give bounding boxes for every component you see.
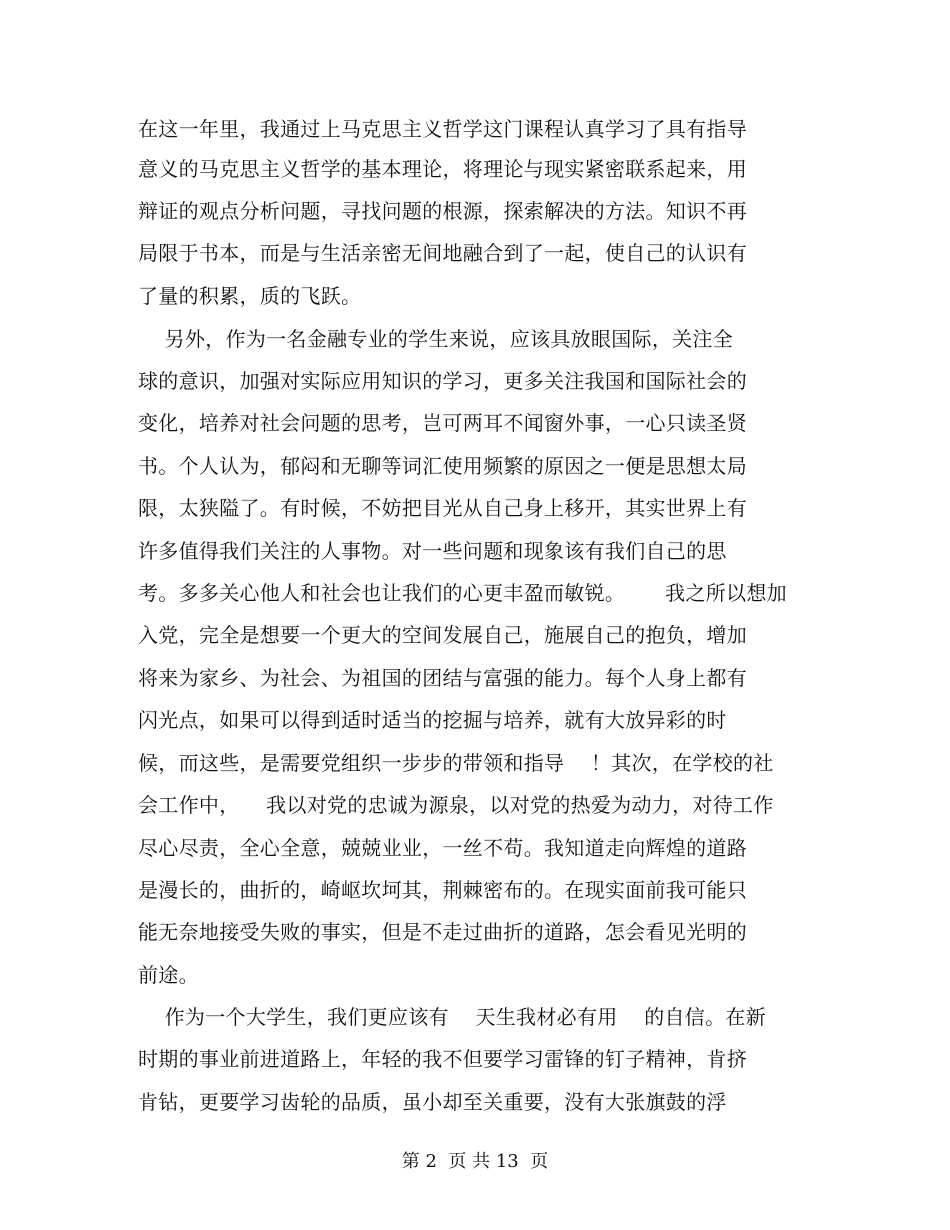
text-line: 入党，完全是想要一个更大的空间发展自己，施展自己的抱负，增加 — [138, 623, 747, 647]
text-line: 另外，作为一名金融专业的学生来说，应该具放眼国际，关注全 — [138, 327, 734, 351]
text-line: 会工作中， 我以对党的忠诚为源泉，以对党的热爱为动力，对待工作 — [138, 793, 774, 817]
text-line: 许多值得我们关注的人事物。对一些问题和现象该有我们自己的思 — [138, 539, 727, 563]
text-line: 闪光点，如果可以得到适时适当的挖掘与培养，就有大放异彩的时 — [138, 708, 727, 732]
text-line: 限，太狭隘了。有时候，不妨把目光从自己身上移开，其实世界上有 — [138, 496, 747, 520]
page-number-footer: 第 2 页 共 13 页 — [401, 1151, 549, 1172]
text-line: 是漫长的，曲折的，崎岖坎坷其，荆棘密布的。在现实面前我可能只 — [138, 878, 747, 902]
text-line: 球的意识，加强对实际应用知识的学习，更多关注我国和国际社会的 — [138, 369, 747, 393]
text-line: 变化，培养对社会问题的思考，岂可两耳不闻窗外事，一心只读圣贤 — [138, 411, 747, 435]
text-line: 将来为家乡、为社会、为祖国的团结与富强的能力。每个人身上都有 — [138, 666, 747, 690]
text-line: 时期的事业前进道路上，年轻的我不但要学习雷锋的钉子精神，肯挤 — [138, 1047, 747, 1071]
text-line: 作为一个大学生，我们更应该有 天生我材必有用 的自信。在新 — [138, 1005, 766, 1029]
text-line: 尽心尽责，全心全意，兢兢业业，一丝不苟。我知道走向辉煌的道路 — [138, 836, 747, 860]
text-line: 辩证的观点分析问题，寻找问题的根源，探索解决的方法。知识不再 — [138, 199, 747, 223]
text-line: 前途。 — [138, 963, 199, 987]
text-line: 能无奈地接受失败的事实，但是不走过曲折的道路，怎会看见光明的 — [138, 920, 747, 944]
text-line: 考。多多关心他人和社会也让我们的心更丰盈而敏锐。 我之所以想加 — [138, 581, 787, 605]
text-line: 局限于书本，而是与生活亲密无间地融合到了一起，使自己的认识有 — [138, 241, 747, 265]
text-line: 书。个人认为，郁闷和无聊等词汇使用频繁的原因之一便是思想太局 — [138, 454, 747, 478]
text-line: 候，而这些，是需要党组织一步步的带领和指导 ！其次，在学校的社 — [138, 751, 774, 775]
text-line: 了量的积累，质的飞跃。 — [138, 284, 362, 308]
text-line: 肯钻，更要学习齿轮的品质，虽小却至关重要，没有大张旗鼓的浮 — [138, 1090, 727, 1114]
text-line: 意义的马克思主义哲学的基本理论，将理论与现实紧密联系起来，用 — [138, 157, 747, 181]
text-line: 在这一年里，我通过上马克思主义哲学这门课程认真学习了具有指导 — [138, 117, 747, 141]
